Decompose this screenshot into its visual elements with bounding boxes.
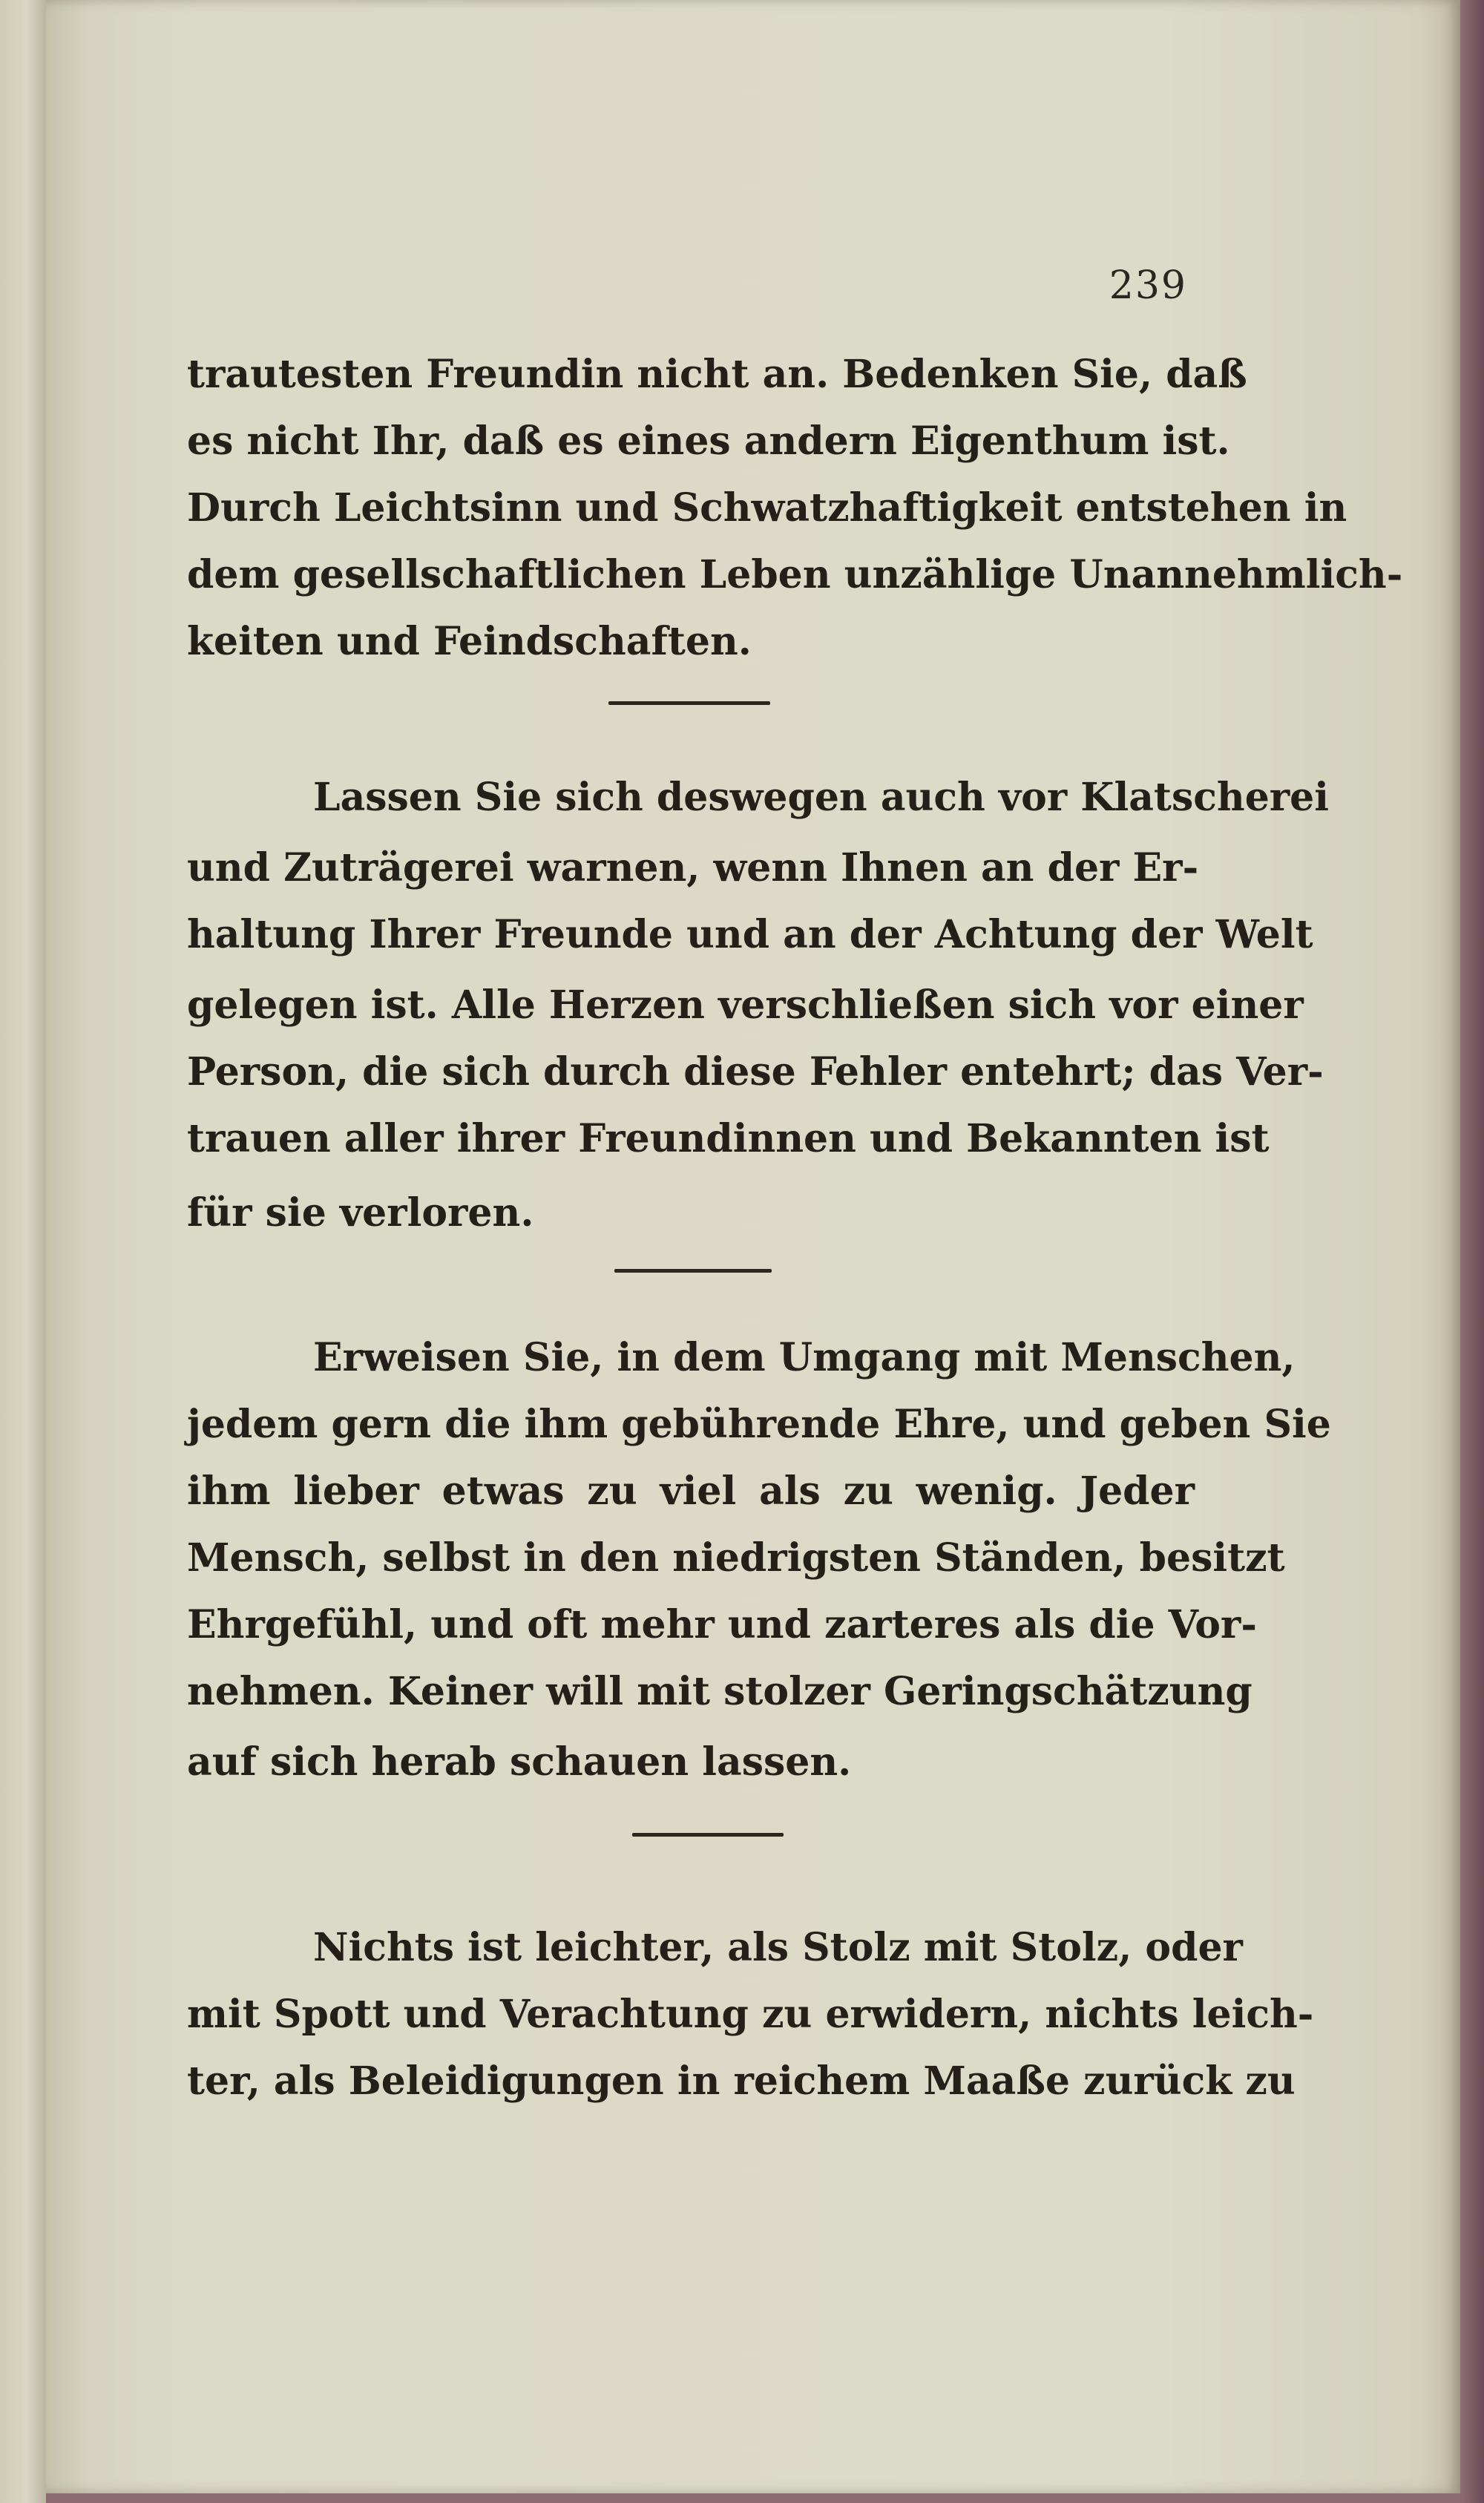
text-line: keiten und Feindschaften. — [187, 619, 752, 664]
text-line: trautesten Freundin nicht an. Bedenken Sie, daß — [187, 352, 1247, 397]
text-line: auf sich herab schauen lassen. — [187, 1739, 852, 1785]
page-edge — [1460, 0, 1484, 2503]
section-divider — [632, 1833, 784, 1837]
page-number: 239 — [1109, 263, 1187, 308]
section-divider — [608, 701, 770, 705]
text-line: dem gesellschaftlichen Leben unzählige Unannehmlich- — [187, 552, 1403, 597]
text-line: Durch Leichtsinn und Schwatzhaftigkeit entstehen in — [187, 485, 1347, 531]
text-line: Mensch, selbst in den niedrigsten Ständen, besitzt — [187, 1535, 1285, 1581]
text-line: gelegen ist. Alle Herzen verschließen sich vor einer — [187, 982, 1304, 1028]
text-line: Lassen Sie sich deswegen auch vor Klatscherei — [313, 775, 1330, 820]
text-line: trauen aller ihrer Freundinnen und Bekannten ist — [187, 1116, 1270, 1161]
text-line: nehmen. Keiner will mit stolzer Geringschätzung — [187, 1669, 1252, 1714]
text-line: haltung Ihrer Freunde und an der Achtung der Welt — [187, 912, 1313, 957]
text-line: Nichts ist leichter, als Stolz mit Stolz, oder — [313, 1925, 1243, 1970]
page-bottom-edge — [46, 2493, 1462, 2503]
text-line: es nicht Ihr, daß es eines andern Eigenthum ist. — [187, 419, 1230, 464]
section-divider — [614, 1269, 772, 1273]
text-line: für sie verloren. — [187, 1190, 534, 1236]
text-line: Person, die sich durch diese Fehler entehrt; das Ver- — [187, 1049, 1324, 1095]
book-gutter — [0, 0, 46, 2503]
text-line: ter, als Beleidigungen in reichem Maaße zurück zu — [187, 2059, 1296, 2104]
text-line: mit Spott und Verachtung zu erwidern, nichts leich- — [187, 1992, 1314, 2037]
text-line: und Zuträgerei warnen, wenn Ihnen an der Er- — [187, 845, 1199, 890]
text-line: Erweisen Sie, in dem Umgang mit Menschen, — [313, 1335, 1296, 1380]
text-line: Ehrgefühl, und oft mehr und zarteres als die Vor- — [187, 1602, 1257, 1647]
text-line: ihm lieber etwas zu viel als zu wenig. Jeder — [187, 1469, 1195, 1514]
text-line: jedem gern die ihm gebührende Ehre, und geben Sie — [187, 1402, 1331, 1447]
